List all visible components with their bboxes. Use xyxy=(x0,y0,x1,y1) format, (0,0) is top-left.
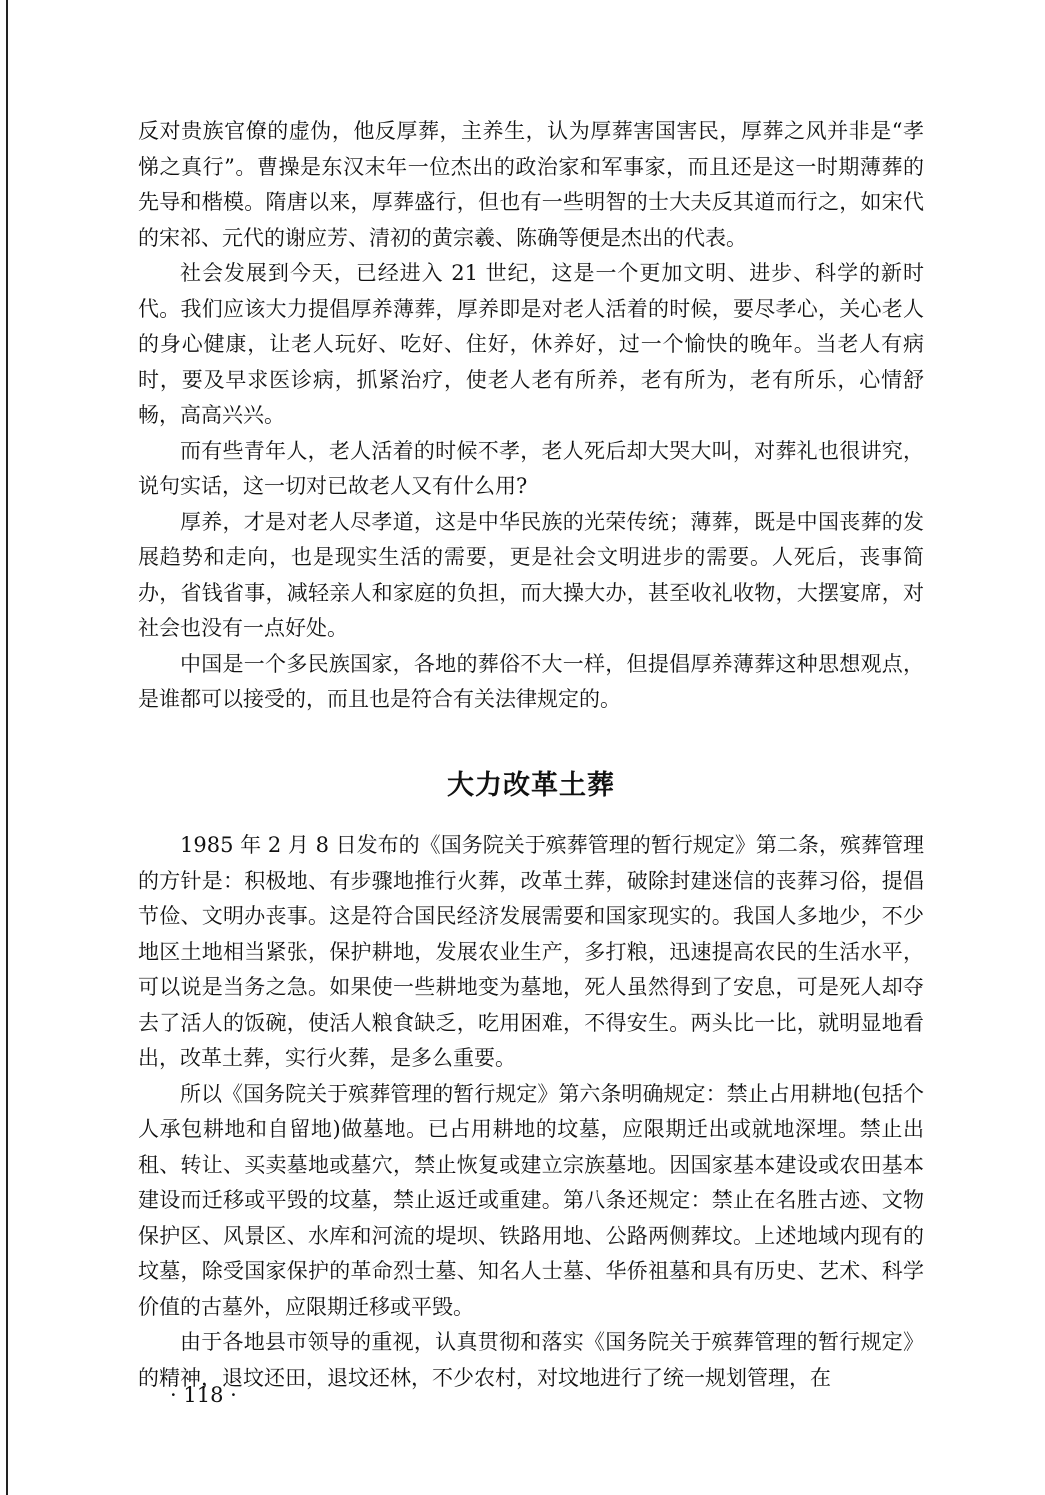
paragraph-bottom-3: 由于各地县市领导的重视，认真贯彻和落实《国务院关于殡葬管理的暂行规定》的精神，退坟还田，退坟还林，不少农村，对坟地进行了统一规划管理，在 xyxy=(138,1330,924,1390)
page-edge-line xyxy=(6,0,8,1495)
section-title: 大力改革土葬 xyxy=(447,770,615,801)
paragraph-top-4: 厚养，才是对老人尽孝道，这是中华民族的光荣传统；薄葬，既是中国丧葬的发展趋势和走向，也是现实生活的需要，更是社会文明进步的需要。人死后，丧事简办，省钱省事，减轻亲人和家庭的负担，而大操大办，甚至收礼收物，大摆宴席，对社会也没有一点好处。 xyxy=(138,509,924,640)
paragraph-top-3: 而有些青年人，老人活着的时候不孝，老人死后却大哭大叫，对葬礼也很讲究，说句实话，这一切对已故老人又有什么用? xyxy=(138,438,924,498)
paragraph-top-5: 中国是一个多民族国家，各地的葬俗不大一样，但提倡厚养薄葬这种思想观点，是谁都可以接受的，而且也是符合有关法律规定的。 xyxy=(138,651,924,711)
body-text-bottom xyxy=(138,828,924,1396)
paragraph-bottom-2: 所以《国务院关于殡葬管理的暂行规定》第六条明确规定：禁止占用耕地(包括个人承包耕地和自留地)做墓地。已占用耕地的坟墓，应限期迁出或就地深埋。禁止出租、转让、买卖墓地或墓穴，禁止恢复或建立宗族墓地。因国家基本建设或农田基本建设而迁移或平毁的坟墓，禁止返迁或重建。第八条还规定：禁止在名胜古迹、文物保护区、风景区、水库和河流的堤坝、铁路用地、公路两侧葬坟。上述地域内现有的坟墓，除受国家保护的革命烈士墓、知名人士墓、华侨祖墓和具有历史、艺术、科学价值的古墓外，应限期迁移或平毁。 xyxy=(138,1081,924,1319)
body-text-top xyxy=(138,114,924,718)
paragraph-bottom-1: 1985 年 2 月 8 日发布的《国务院关于殡葬管理的暂行规定》第二条，殡葬管理的方针是：积极地、有步骤地推行火葬，改革土葬，破除封建迷信的丧葬习俗，提倡节俭、文明办丧事。这是符合国民经济发展需要和国家现实的。我国人多地少，不少地区土地相当紧张，保护耕地，发展农业生产，多打粮，迅速提高农民的生活水平，可以说是当务之急。如果使一些耕地变为墓地，死人虽然得到了安息，可是死人却夺去了活人的饭碗，使活人粮食缺乏，吃用困难，不得安生。两头比一比，就明显地看出，改革土葬，实行火葬，是多么重要。 xyxy=(138,833,924,1070)
paragraph-top-1: 反对贵族官僚的虚伪，他反厚葬，主养生，认为厚葬害国害民，厚葬之风并非是“孝悌之真行”。曹操是东汉末年一位杰出的政治家和军事家，而且还是这一时期薄葬的先导和楷模。隋唐以来，厚葬盛行，但也有一些明智的士大夫反其道而行之，如宋代的宋祁、元代的谢应芳、清初的黄宗羲、陈确等便是杰出的代表。 xyxy=(138,119,924,250)
paragraph-top-2: 社会发展到今天，已经进入 21 世纪，这是一个更加文明、进步、科学的新时代。我们应该大力提倡厚养薄葬，厚养即是对老人活着的时候，要尽孝心，关心老人的身心健康，让老人玩好、吃好、住好，休养好，过一个愉快的晚年。当老人有病时，要及早求医诊病，抓紧治疗，使老人老有所养，老有所为，老有所乐，心情舒畅，高高兴兴。 xyxy=(138,261,924,427)
page-number: · 118 · xyxy=(170,1383,237,1407)
